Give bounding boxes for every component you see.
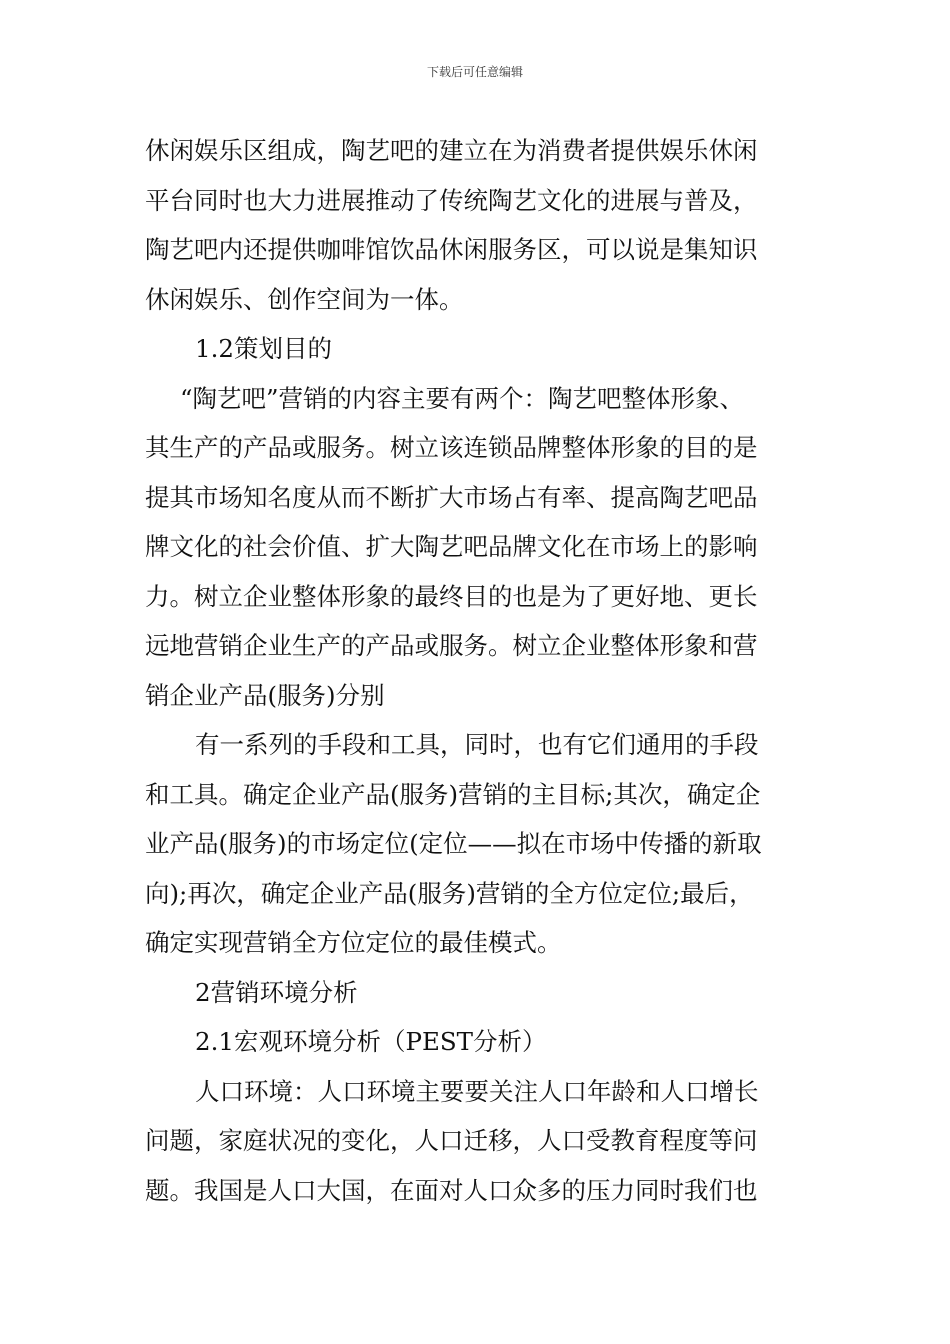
text-line: 休闲娱乐区组成，陶艺吧的建立在为消费者提供娱乐休闲 — [145, 136, 758, 165]
text-line: 题。我国是人口大国，在面对人口众多的压力同时我们也 — [145, 1175, 758, 1205]
text-line: 业产品(服务)的市场定位(定位——拟在市场中传播的新取 — [145, 829, 762, 858]
section-heading-1-2: 1.2策划目的 — [195, 334, 332, 363]
text-line: 销企业产品(服务)分别 — [145, 680, 385, 710]
text-line: “陶艺吧”营销的内容主要有两个：陶艺吧整体形象、 — [180, 383, 745, 413]
page-header: 下载后可任意编辑 — [426, 65, 523, 79]
section-heading-2: 2营销环境分析 — [195, 977, 358, 1007]
text-line: 其生产的产品或服务。树立该连锁品牌整体形象的目的是 — [145, 433, 758, 462]
text-line: 和工具。确定企业产品(服务)营销的主目标;其次，确定企 — [145, 779, 761, 809]
text-line: 休闲娱乐、创作空间为一体。 — [145, 284, 464, 314]
text-line: 向);再次，确定企业产品(服务)营销的全方位定位;最后， — [145, 878, 754, 908]
document-body — [145, 126, 825, 1215]
text-line: 陶艺吧内还提供咖啡馆饮品休闲服务区，可以说是集知识 — [145, 235, 758, 264]
text-line: 有一系列的手段和工具，同时，也有它们通用的手段 — [195, 730, 759, 759]
section-heading-2-1: 2.1宏观环境分析（PEST分析） — [195, 1027, 547, 1056]
text-line: 人口环境：人口环境主要要关注人口年龄和人口增长 — [195, 1076, 759, 1106]
text-line: 力。树立企业整体形象的最终目的也是为了更好地、更长 — [145, 581, 758, 611]
text-line: 确定实现营销全方位定位的最佳模式。 — [145, 928, 562, 957]
text-line: 远地营销企业生产的产品或服务。树立企业整体形象和营 — [145, 631, 758, 660]
text-line: 问题，家庭状况的变化，人口迁移，人口受教育程度等问 — [145, 1126, 758, 1155]
text-line: 提其市场知名度从而不断扩大市场占有率、提高陶艺吧品 — [145, 482, 758, 512]
text-line: 平台同时也大力进展推动了传统陶艺文化的进展与普及， — [145, 185, 758, 215]
text-line: 牌文化的社会价值、扩大陶艺吧品牌文化在市场上的影响 — [145, 532, 758, 561]
